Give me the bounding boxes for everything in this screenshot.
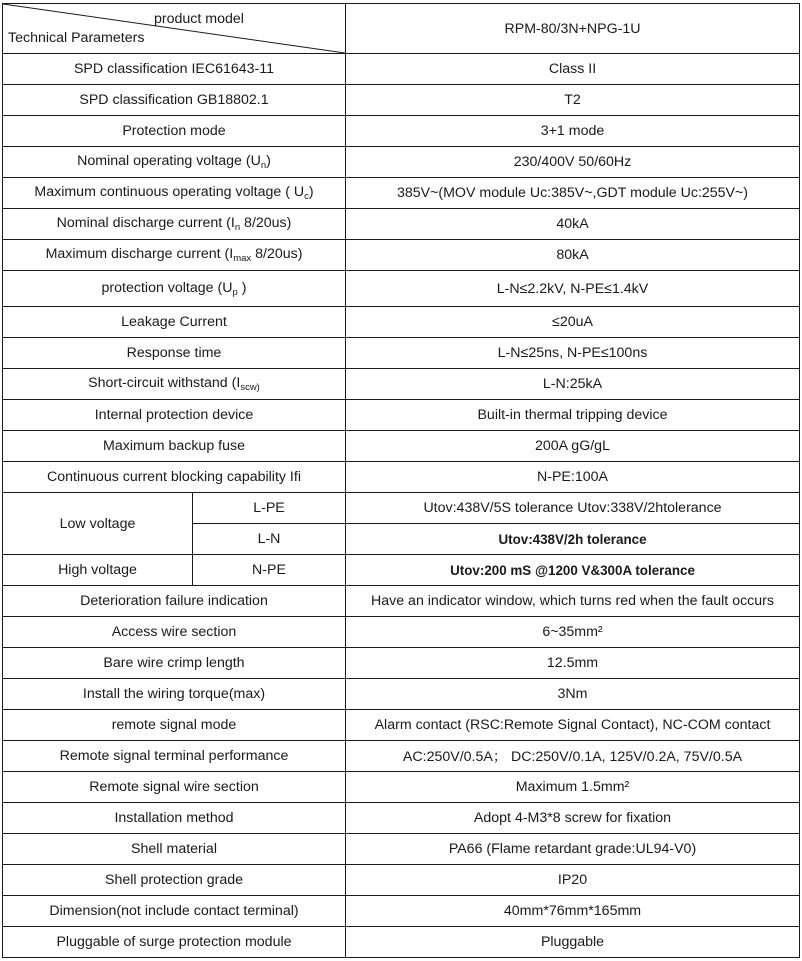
table-row: [3, 710, 800, 741]
param-value: L-N≤2.2kV, N-PE≤1.4kV: [346, 271, 800, 307]
table-row: [3, 493, 800, 524]
param-value: 3+1 mode: [346, 116, 800, 147]
param-value: 80kA: [346, 240, 800, 271]
param-label: Dimension(not include contact terminal): [3, 896, 346, 927]
param-value: Pluggable: [346, 927, 800, 958]
param-label: Shell material: [3, 834, 346, 865]
param-value: PA66 (Flame retardant grade:UL94-V0): [346, 834, 800, 865]
table-row: [3, 85, 800, 116]
low-voltage-label: Low voltage: [3, 493, 193, 555]
param-value: T2: [346, 85, 800, 116]
param-value: AC:250V/0.5A； DC:250V/0.1A, 125V/0.2A, 75V/0.5A: [346, 741, 800, 772]
param-label: [3, 147, 346, 178]
param-label: [3, 209, 346, 240]
param-value: L-N≤25ns, N-PE≤100ns: [346, 338, 800, 369]
label-suffix: ): [237, 279, 247, 296]
param-value: ≤20uA: [346, 307, 800, 338]
param-label: [3, 271, 346, 307]
param-value: 230/400V 50/60Hz: [346, 147, 800, 178]
label-text: protection voltage (U: [101, 279, 233, 296]
param-value: 6~35mm²: [346, 617, 800, 648]
table-row: [3, 369, 800, 400]
label-subscript: n: [234, 222, 241, 233]
param-label: SPD classification GB18802.1: [3, 85, 346, 116]
param-value: IP20: [346, 865, 800, 896]
param-label: [3, 178, 346, 209]
label-subscript: n: [260, 160, 267, 171]
param-value: Alarm contact (RSC:Remote Signal Contact), NC-COM contact: [346, 710, 800, 741]
param-value: N-PE:100A: [346, 462, 800, 493]
table-row: [3, 834, 800, 865]
param-label: Install the wiring torque(max): [3, 679, 346, 710]
param-label: Pluggable of surge protection module: [3, 927, 346, 958]
param-label: Installation method: [3, 803, 346, 834]
param-label: Internal protection device: [3, 400, 346, 431]
product-model-label: product model: [154, 11, 244, 27]
label-subscript: max: [233, 253, 252, 264]
table-row: [3, 147, 800, 178]
label-suffix: 8/20us): [240, 215, 292, 231]
param-value: Built-in thermal tripping device: [346, 400, 800, 431]
param-label: Bare wire crimp length: [3, 648, 346, 679]
param-label: Remote signal wire section: [3, 772, 346, 803]
label-suffix: 8/20us): [251, 246, 303, 262]
table-row: [3, 617, 800, 648]
param-value: Have an indicator window, which turns red when the fault occurs: [346, 586, 800, 617]
table-row: [3, 209, 800, 240]
param-value: Utov:438V/5S tolerance Utov:338V/2htolerance: [346, 493, 800, 524]
sub-label: L-N: [193, 524, 346, 555]
param-value: Class II: [346, 54, 800, 85]
table-row: [3, 741, 800, 772]
label-subscript: p: [232, 286, 238, 298]
table-row: [3, 400, 800, 431]
label-text: Nominal operating voltage (U: [77, 153, 261, 169]
table-row: [3, 586, 800, 617]
param-label: Access wire section: [3, 617, 346, 648]
label-suffix: ): [308, 184, 314, 200]
table-row: [3, 307, 800, 338]
param-label: Remote signal terminal performance: [3, 741, 346, 772]
param-value: 385V~(MOV module Uc:385V~,GDT module Uc:255V~): [346, 178, 800, 209]
label-subscript: scw): [240, 382, 260, 393]
spec-table: [2, 3, 800, 958]
param-value: Utov:438V/2h tolerance: [346, 524, 800, 555]
label-text: Maximum discharge current (I: [45, 246, 234, 262]
param-value: Utov:200 mS @1200 V&300A tolerance: [346, 555, 800, 586]
table-row: [3, 803, 800, 834]
sub-label: N-PE: [193, 555, 346, 586]
table-row: [3, 431, 800, 462]
high-voltage-label: High voltage: [3, 555, 193, 586]
param-label: [3, 369, 346, 400]
param-label: [3, 240, 346, 271]
label-text: Maximum continuous operating voltage ( U: [34, 184, 305, 200]
label-text: Short-circuit withstand (I: [88, 375, 241, 391]
param-label: Continuous current blocking capability Ifi: [3, 462, 346, 493]
table-row: [3, 178, 800, 209]
label-suffix: ): [266, 153, 271, 169]
param-value: L-N:25kA: [346, 369, 800, 400]
table-row: [3, 462, 800, 493]
param-value: Adopt 4-M3*8 screw for fixation: [346, 803, 800, 834]
table-row: [3, 648, 800, 679]
param-label: Leakage Current: [3, 307, 346, 338]
table-header-row: [3, 4, 800, 54]
model-value: RPM-80/3N+NPG-1U: [346, 4, 800, 54]
param-value: 200A gG/gL: [346, 431, 800, 462]
table-row: [3, 896, 800, 927]
param-label: Protection mode: [3, 116, 346, 147]
param-label: Maximum backup fuse: [3, 431, 346, 462]
table-row: [3, 271, 800, 307]
table-row: [3, 679, 800, 710]
table-row: [3, 338, 800, 369]
table-row: [3, 927, 800, 958]
label-subscript: c: [304, 191, 309, 202]
table-row: [3, 772, 800, 803]
technical-parameters-label: Technical Parameters: [8, 30, 145, 46]
param-label: SPD classification IEC61643-11: [3, 54, 346, 85]
param-value: 40kA: [346, 209, 800, 240]
param-value: Maximum 1.5mm²: [346, 772, 800, 803]
param-value: 12.5mm: [346, 648, 800, 679]
diagonal-header-cell: [3, 4, 346, 54]
label-text: Nominal discharge current (I: [56, 215, 235, 231]
table-row: [3, 116, 800, 147]
param-value: 40mm*76mm*165mm: [346, 896, 800, 927]
param-label: Shell protection grade: [3, 865, 346, 896]
table-row: [3, 54, 800, 85]
param-value: 3Nm: [346, 679, 800, 710]
table-row: [3, 865, 800, 896]
param-label: Response time: [3, 338, 346, 369]
table-row: [3, 240, 800, 271]
param-label: Deterioration failure indication: [3, 586, 346, 617]
sub-label: L-PE: [193, 493, 346, 524]
param-label: remote signal mode: [3, 710, 346, 741]
table-row: [3, 555, 800, 586]
